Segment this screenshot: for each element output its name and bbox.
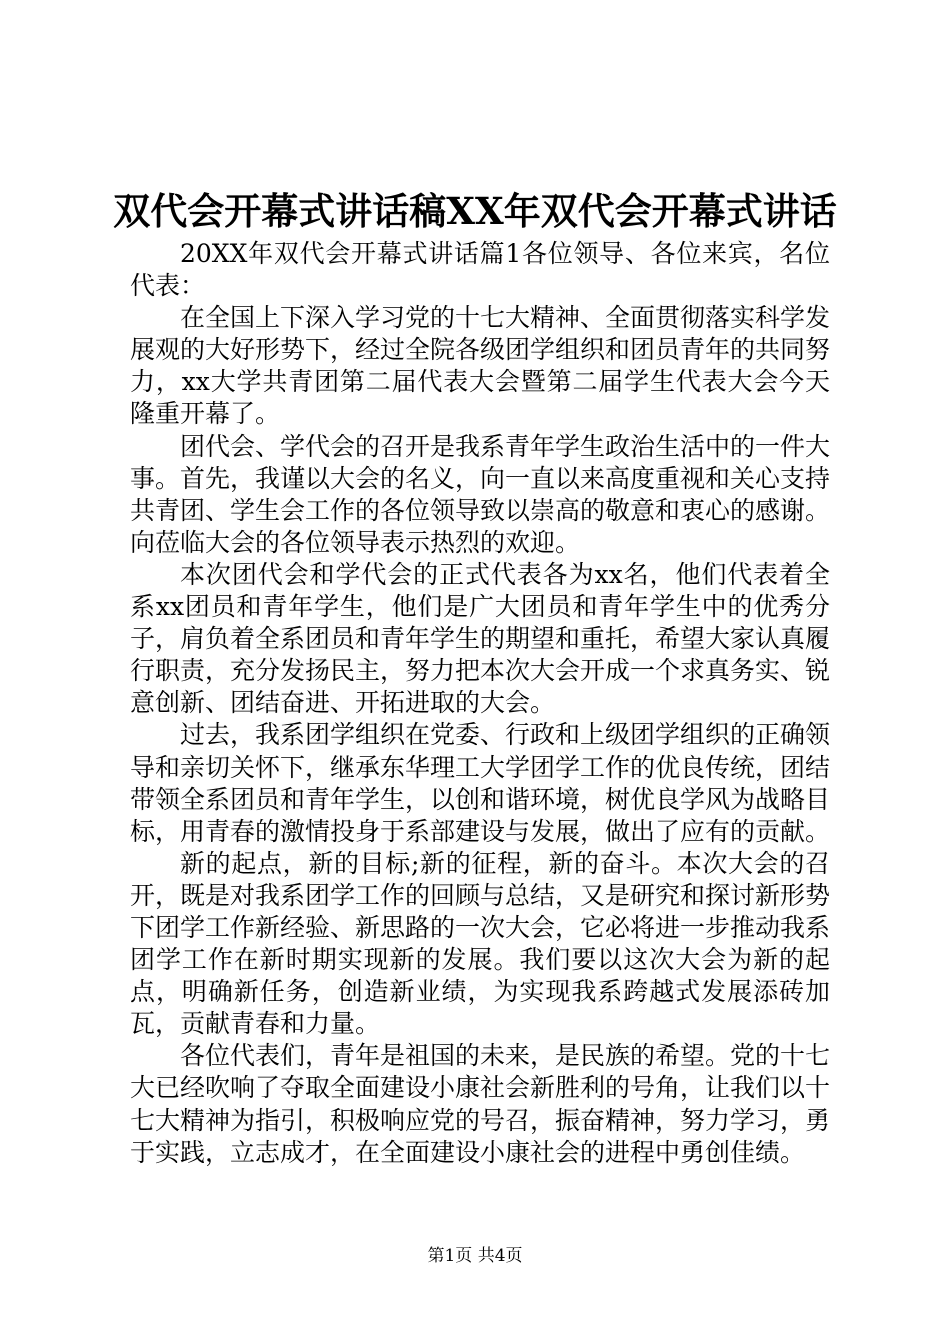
paragraph-7: 各位代表们，青年是祖国的未来，是民族的希望。党的十七大已经吹响了夺取全面建设小康社会新胜利的号角，让我们以十七大精神为指引，积极响应党的号召，振奋精神，努力学习，勇于实践，立志成才，在全面建设小康社会的进程中勇创佳绩。 xyxy=(130,1041,831,1167)
paragraph-2: 在全国上下深入学习党的十七大精神、全面贯彻落实科学发展观的大好形势下，经过全院各级团学组织和团员青年的共同努力，xx大学共青团第二届代表大会暨第二届学生代表大会今天隆重开幕了。 xyxy=(130,303,831,429)
paragraph-6: 新的起点，新的目标;新的征程，新的奋斗。本次大会的召开，既是对我系团学工作的回顾与总结，又是研究和探讨新形势下团学工作新经验、新思路的一次大会，它必将进一步推动我系团学工作在新时期实现新的发展。我们要以这次大会为新的起点，明确新任务，创造新业绩，为实现我系跨越式发展添砖加瓦，贡献青春和力量。 xyxy=(130,848,831,1039)
paragraph-1: 20XX年双代会开幕式讲话篇1各位领导、各位来宾，名位代表： xyxy=(130,239,830,301)
paragraph-3: 团代会、学代会的召开是我系青年学生政治生活中的一件大事。首先，我谨以大会的名义，向一直以来高度重视和关心支持共青团、学生会工作的各位领导致以崇高的敬意和衷心的感谢。向莅临大会的各位领导表示热烈的欢迎。 xyxy=(130,431,831,557)
paragraph-4: 本次团代会和学代会的正式代表各为xx名，他们代表着全系xx团员和青年学生，他们是广大团员和青年学生中的优秀分子，肩负着全系团员和青年学生的期望和重托，希望大家认真履行职责，充分发扬民主，努力把本次大会开成一个求真务实、锐意创新、团结奋进、开拓进取的大会。 xyxy=(130,559,831,718)
paragraph-5: 过去，我系团学组织在党委、行政和上级团学组织的正确领导和亲切关怀下，继承东华理工大学团学工作的优良传统，团结带领全系团员和青年学生，以创和谐环境，树优良学风为战略目标，用青春的激情投身于系部建设与发展，做出了应有的贡献。 xyxy=(130,720,831,846)
document-body xyxy=(130,238,830,1169)
page-number-footer: 第1页 共4页 xyxy=(427,1246,523,1266)
document-title: 双代会开幕式讲话稿XX年双代会开幕式讲话 xyxy=(113,189,837,233)
